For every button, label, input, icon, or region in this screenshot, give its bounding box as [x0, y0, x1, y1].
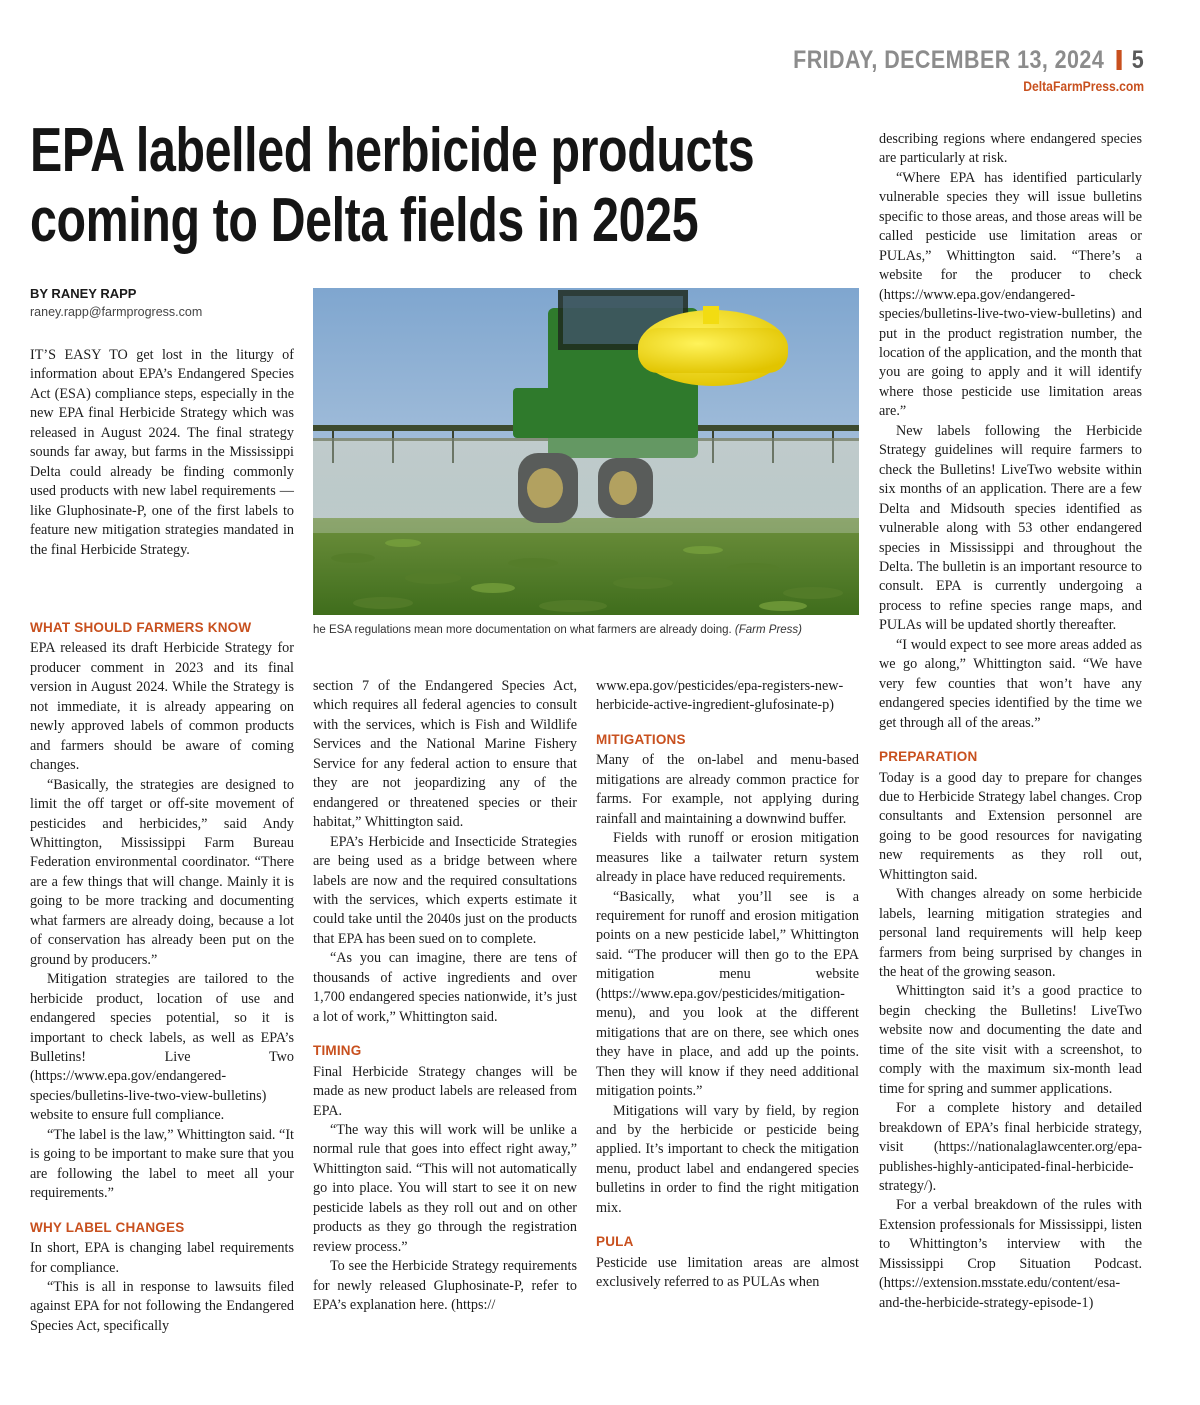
column-1: [30, 618, 294, 1336]
paragraph: Mitigation strategies are tailored to the herbicide product, location of use and endangered species potential, so it is important to check labels, as well as EPA’s Bulletins! Live Two (https://www.epa.gov/endangered-species/bulletins-live-two-view-bulletins) website to ensure full compliance.: [30, 971, 294, 1124]
paragraph: Pesticide use limitation areas are almost exclusively referred to as PULAs when: [596, 1254, 859, 1291]
section-heading-timing: TIMING: [313, 1043, 362, 1059]
masthead-divider: [1116, 50, 1121, 70]
paragraph: “This is all in response to lawsuits filed against EPA for not following the Endangered Species Act, specifically: [30, 1278, 294, 1334]
column-4: [879, 130, 1142, 1313]
paragraph: Fields with runoff or erosion mitigation measures like a tailwater return system already in place have reduced requirements.: [596, 830, 859, 886]
byline: [30, 286, 202, 319]
lead-paragraph: IT’S EASY TO get lost in the liturgy of information about EPA’s Endangered Species Act (ESA) compliance steps, especially in the new EPA final Herbicide Strategy which was released in August 2024. The final strategy sounds far away, but farms in the Mississippi Delta could already be finding commonly used products with new label requirements — like Gluphosinate-P, one of the first labels to feature new mitigation strategies mandated in the final Herbicide Strategy.: [30, 347, 294, 558]
author-name: BY RANEY RAPP: [30, 286, 137, 301]
paragraph: Many of the on-label and menu-based mitigations are already common practice for farms. For example, not applying during rainfall and maintaining a downwind buffer.: [596, 752, 859, 827]
paragraph: To see the Herbicide Strategy requirements for newly released Gluphosinate-P, refer to EPA’s explanation here. (https://: [313, 1258, 577, 1314]
paragraph: “Where EPA has identified particularly vulnerable species they will issue bulletins specific to those areas, and those areas will be called pesticide use limitation areas or PULAs,” Whittington said. “There’s a website for the producer to check (https://www.epa.gov/endangered-species/bulletins-live-two-view-bulletins) and put in the product registration number, the location of the application, and the month that you are going to apply and it will identify where those pesticide use limitation areas are.”: [879, 169, 1142, 420]
section-heading-preparation: PREPARATION: [879, 749, 978, 765]
photo-caption: [313, 624, 873, 636]
paragraph: Final Herbicide Strategy changes will be made as new product labels are released from EPA.: [313, 1063, 577, 1119]
paragraph: Whittington said it’s a good practice to begin checking the Bulletins! LiveTwo website now and documenting the date and time of the site visit with a screenshot, to comply with the maximum six-month lead time for spring and summer applications.: [879, 983, 1142, 1097]
masthead: [736, 46, 1144, 94]
website-link[interactable]: DeltaFarmPress.com: [1023, 79, 1144, 94]
column-3: [596, 677, 859, 1293]
paragraph: “As you can imagine, there are tens of thousands of active ingredients and over 1,700 endangered species nationwide, it’s just a lot of work,” Whittington said.: [313, 950, 577, 1025]
paragraph: “The way this will work will be unlike a normal rule that goes into effect right away,” Whittington said. “This will not automatically go into place. You will start to see it on new pesticide labels as they roll out and on other products as they go through the registration review process.”: [313, 1121, 577, 1255]
author-email[interactable]: raney.rapp@farmprogress.com: [30, 305, 203, 319]
column-1-intro: [30, 346, 294, 560]
caption-text: he ESA regulations mean more documentation on what farmers are already doing.: [313, 624, 732, 636]
dateline: [793, 46, 1144, 75]
paragraph: www.epa.gov/pesticides/epa-registers-new-herbicide-active-ingredient-glufosinate-p): [596, 678, 844, 714]
paragraph: In short, EPA is changing label requirements for compliance.: [30, 1240, 294, 1276]
column-2: [313, 677, 577, 1316]
paragraph: Today is a good day to prepare for changes due to Herbicide Strategy label changes. Crop consultants and Extension personnel are going to be good resources for navigating new requirements as they roll out, Whittington said.: [879, 769, 1142, 883]
paragraph: EPA released its draft Herbicide Strategy for producer comment in 2023 and its final version in August 2024. While the Strategy is not immediate, it is already appearing on newly approved labels of common products and farmers should be aware of coming changes.: [30, 640, 294, 774]
paragraph: describing regions where endangered species are particularly at risk.: [879, 131, 1142, 167]
section-heading-why-label-changes: WHY LABEL CHANGES: [30, 1219, 185, 1235]
paragraph: Mitigations will vary by field, by region and by the herbicide or pesticide being applied. It’s important to check the mitigation menu, product label and endangered species bulletins in order to find the right mitigation mix.: [596, 1102, 859, 1216]
section-heading-pula: PULA: [596, 1234, 634, 1250]
paragraph: New labels following the Herbicide Strategy guidelines will require farmers to check the Bulletins! LiveTwo website within six months of an application. There are a few Delta and Midsouth species identified as vulnerable along with 53 other endangered species in Mississippi and throughout the Delta. The bulletin is an important resource to consult. EPA is currently undergoing a process to refine species range maps, and PULAs will be updated shortly thereafter.: [879, 422, 1142, 634]
paragraph: EPA’s Herbicide and Insecticide Strategies are being used as a bridge between where labels are now and the required consultations with the services, which experts estimate it could take until the 2040s just on the products that EPA has been sued on to complete.: [313, 833, 577, 947]
paragraph: “I would expect to see more areas added as we go along,” Whittington said. “We have very few counties that won’t have any endangered species identified by the time we get through all of the areas.”: [879, 636, 1142, 731]
section-heading-mitigations: MITIGATIONS: [596, 731, 686, 747]
paragraph: “The label is the law,” Whittington said. “It is going to be important to make sure that you are following the label to meet all your requirements.”: [30, 1126, 294, 1202]
paragraph: section 7 of the Endangered Species Act, which requires all federal agencies to consult with the services, which is Fish and Wildlife Services and the National Marine Fishery Service for any federal action to ensure that they are not jeopardizing any of the endangered or threatened species or their habitat,” Whittington said.: [313, 678, 577, 831]
paragraph: For a complete history and detailed breakdown of EPA’s final herbicide strategy, visit (https://nationalaglawcenter.org/epa-publishes-highly-anticipated-final-herbicide-strategy/).: [879, 1100, 1142, 1195]
article-headline: [30, 116, 755, 256]
section-heading-what-should-farmers-know: WHAT SHOULD FARMERS KNOW: [30, 620, 252, 635]
issue-date: FRIDAY, DECEMBER 13, 2024: [793, 46, 1105, 74]
paragraph: With changes already on some herbicide labels, learning mitigation strategies and personal land requirements will help keep farmers from being surprised by changes in the heat of the growing season.: [879, 886, 1142, 981]
paragraph: “Basically, what you’ll see is a requirement for runoff and erosion mitigation points on a new pesticide label,” Whittington said. “The producer will then go to the EPA mitigation menu website (https://www.epa.gov/pesticides/mitigation-menu), and you look at the different mitigations that are on there, see which ones they have in place, and add up the points. Then they will know if they need additional mitigation points.”: [596, 888, 859, 1100]
photo-credit: (Farm Press): [734, 624, 803, 636]
paragraph: “Basically, the strategies are designed to limit the off target or off-site movement of pesticides and herbicides,” said Andy Whittington, Mississippi Farm Bureau Federation environmental coordinator. “There are a few things that will change. Mainly it is going to be more tracking and documenting what farmers are already doing, because a lot of conservation has already been put on the ground by producers.”: [30, 776, 294, 968]
headline-line-2: coming to Delta fields in 2025: [30, 186, 699, 255]
page-number: 5: [1131, 46, 1144, 74]
headline-line-1: EPA labelled herbicide products: [30, 116, 755, 185]
paragraph: For a verbal breakdown of the rules with Extension professionals for Mississippi, listen to Whittington’s interview with the Mississippi Crop Situation Podcast. (https://extension.msstate.edu/content/esa-and-the-herbicide-strategy-episode-1): [879, 1197, 1142, 1311]
sprayer-photo: [313, 288, 859, 615]
